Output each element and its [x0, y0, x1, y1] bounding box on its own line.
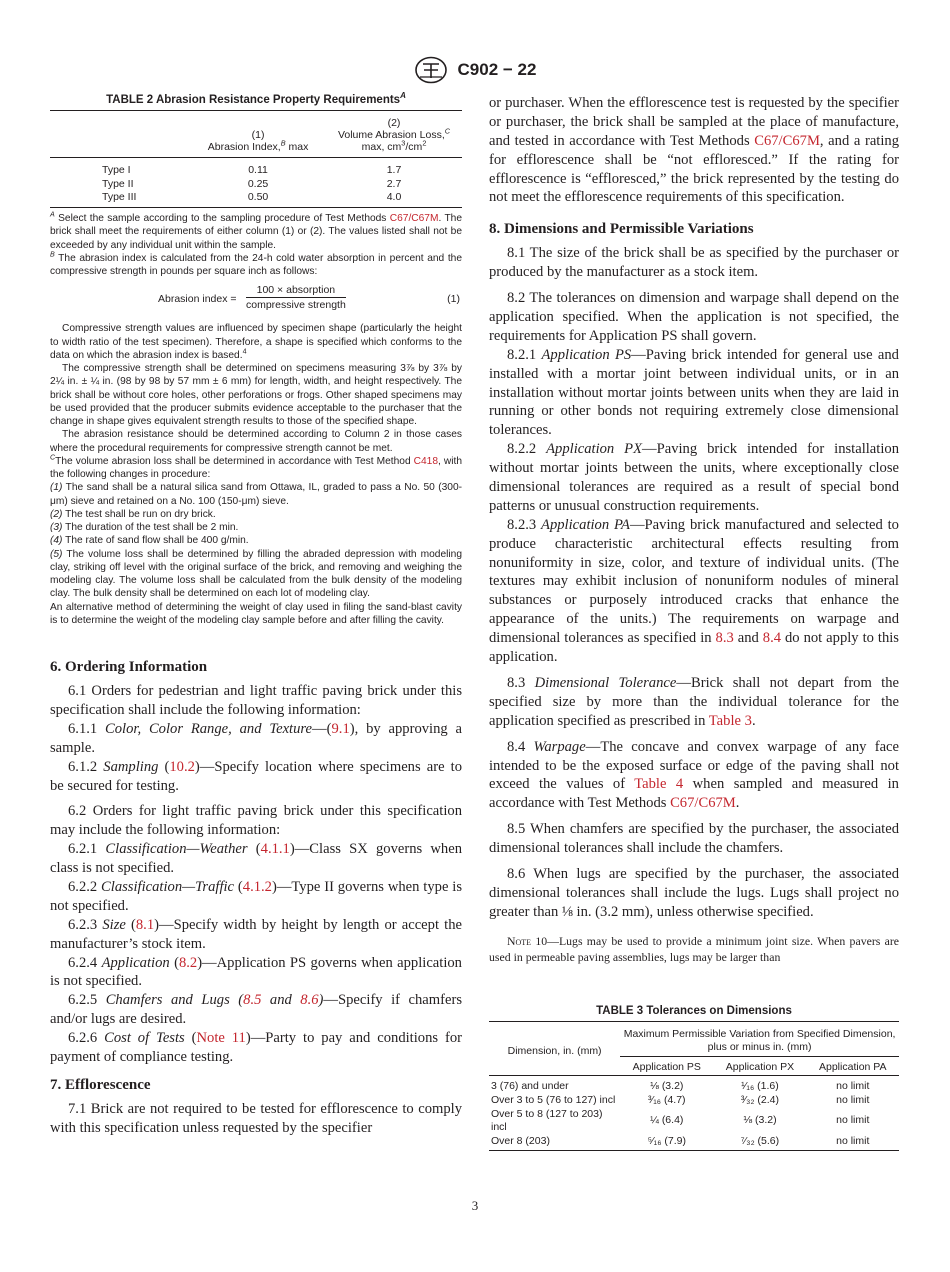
- table-row: Over 8 (203) ⁵⁄₁₆ (7.9) ⁷⁄₃₂ (5.6) no limit: [489, 1135, 899, 1151]
- link-table-3[interactable]: Table 3: [708, 712, 752, 729]
- paragraph-8-5: 8.5 When chamfers are specified by the purchaser, the associated dimensional tolerances shall include the chamfers.: [489, 821, 899, 857]
- table2-abrasion-requirements: [50, 110, 462, 208]
- list-item: (2) The test shall be run on dry brick.: [50, 508, 216, 520]
- list-item: (3) The duration of the test shall be 2 min.: [50, 522, 239, 534]
- table3-caption: TABLE 3 Tolerances on Dimensions: [596, 1005, 792, 1018]
- footnote-paragraph: Compressive strength values are influenced by specimen shape (particularly the height to width ratio of the test specimen). Therefore, a shape is specified which conforms to the data on which the abrasion index is based.$^4$: [50, 323, 462, 361]
- paragraph-8-1: 8.1 The size of the brick shall be as specified by the purchaser or produced by the manufacturer as a stock item.: [489, 245, 899, 281]
- paragraph-6-2-3: 6.2.3 Size (8.1)—Specify width by height by length or accept the manufacturer’s stock item.: [50, 916, 462, 952]
- table-row: 3 (76) and under ⅛ (3.2) ¹⁄₁₆ (1.6) no limit: [491, 1080, 870, 1093]
- footnote-paragraph: The compressive strength shall be determined on specimens measuring 3⅞ by 3⅞ by 2¼ in. ± ¼ in. (98 by 98 by 57 mm ± 6 mm) for length, width, and height respectively. The brick shall be without core holes, other perforations or frogs. Other shaped specimens may be used provided that the producer submits evidence acceptable to the purchaser that the change in shape gives equivalent strength results to those of the specified shape.: [50, 363, 462, 428]
- table-row: Over 3 to 5 (76 to 127) incl ³⁄₁₆ (4.7) ³⁄₃₂ (2.4) no limit: [491, 1093, 870, 1106]
- link-table-4[interactable]: Table 4: [634, 776, 684, 793]
- paragraph-7-1-continued: or purchaser. When the efflorescence test is requested by the specifier or purchaser, the brick shall be sampled at the place of manufacture, and tested in accordance with Test Methods C67/C67M, and a rating for efflorescence shall be “not effloresced.” If the rating for efflorescence is “effloresced,” the brick represented by the testing do not meet the efflorescence requirements of this specification.: [489, 95, 899, 206]
- equation-abrasion-index: Abrasion index = 100 × absorption compressive strength (1): [158, 284, 460, 312]
- link-4-1-1[interactable]: 4.1.1: [260, 841, 290, 858]
- section-8-heading: 8. Dimensions and Permissible Variations: [489, 221, 754, 238]
- link-c67[interactable]: C67/C67M: [754, 132, 820, 149]
- note-10: Note 10—Lugs may be used to provide a minimum joint size. When pavers are used in permeable paving assemblies, lugs may be larger than: [489, 933, 900, 964]
- paragraph-6-2-6: 6.2.6 Cost of Tests (Note 11)—Party to pay and conditions for payment of compliance testing.: [50, 1030, 462, 1066]
- page-number: 3: [471, 1198, 479, 1213]
- link-10-2[interactable]: 10.2: [169, 758, 195, 775]
- link-8-1[interactable]: 8.1: [135, 916, 155, 933]
- link-c418[interactable]: C418: [413, 455, 439, 467]
- link-8-5[interactable]: 8.5: [243, 992, 262, 1009]
- link-8-6[interactable]: 8.6: [300, 992, 319, 1009]
- table2-footnote-a: $^A$ Select the sample according to the sampling procedure of Test Methods C67/C67M. The brick shall meet the requirements of either column (1) or (2). The values listed shall not be exceeded by any individual unit within the sample.: [50, 210, 462, 251]
- paragraph-8-2-3: 8.2.3 Application PA—Paving brick manufactured and selected to produce characteristic architectural effects resulting from nonuniformity in size, color, and texture of individual units. (The textures may exhibit inclusion of nonuniform nodules of mineral substances or purposely introduced cracks that enhance the appearance of the units.) The requirements on warpage and dimensional tolerances as specified in 8.3 and 8.4 do not apply to this application.: [489, 516, 899, 666]
- link-4-1-2[interactable]: 4.1.2: [242, 879, 272, 896]
- paragraph-6-2: 6.2 Orders for light traffic paving brick under this specification may include the following information:: [50, 803, 462, 839]
- table2-col1-header: (1) Abrasion Index,$^B$ max: [190, 111, 326, 158]
- paragraph-8-6: 8.6 When lugs are specified by the purchaser, the associated dimensional tolerances shall include the lugs. Lugs shall project no greater than ⅛ in. (3.2 mm), unless otherwise specified.: [489, 865, 899, 920]
- paragraph-8-3: 8.3 Dimensional Tolerance—Brick shall not depart from the specified size by more than the individual tolerance for the application specified as prescribed in Table 3.: [489, 674, 899, 729]
- list-item: (1) The sand shall be a natural silica sand from Ottawa, IL, graded to pass a No. 50 (300-μm) sieve and retained on a No. 100 (150-μm) sieve.: [50, 482, 462, 507]
- table3-tolerances: [489, 1021, 899, 1151]
- footnote-paragraph: The abrasion resistance should be determined according to Column 2 in those cases where the procedural requirements for compressive strength cannot be met.: [50, 429, 462, 454]
- paragraph-6-2-1: 6.2.1 Classification—Weather (4.1.1)—Class SX governs when class is not specified.: [50, 841, 463, 877]
- paragraph-6-1-2: 6.1.2 Sampling (10.2)—Specify location where specimens are to be secured for testing.: [50, 758, 462, 794]
- link-note-11[interactable]: Note 11: [196, 1030, 246, 1047]
- paragraph-7-1: 7.1 Brick are not required to be tested for efflorescence to comply with this specification unless requested by the specifier: [50, 1100, 462, 1136]
- table3-dimension-header: Dimension, in. (mm): [489, 1022, 620, 1076]
- paragraph-8-2-1: 8.2.1 Application PS—Paving brick intended for general use and installed with a mortar joint between individual units, or in an installation without mortar joints between units when they are laid in running or other bonds not requiring extremely close dimensional tolerances.: [489, 346, 899, 439]
- table3-pa-header: Application PA: [807, 1056, 899, 1076]
- table2-footnote-c: $^C$The volume abrasion loss shall be determined in accordance with Test Method C418, with the following changes in procedure:: [50, 453, 463, 481]
- paragraph-6-1-1: 6.1.1 Color, Color Range, and Texture—(9.1), by approving a sample.: [50, 720, 462, 756]
- paragraph-6-2-4: 6.2.4 Application (8.2)—Application PS governs when application is not specified.: [50, 954, 462, 990]
- table-row: Over 5 to 8 (127 to 203) incl ¼ (6.4) ⅛ (3.2) no limit: [491, 1107, 870, 1134]
- list-item: (5) The volume loss shall be determined by filling the abraded depression with modeling clay, striking off level with the original surface of the brick, and removing and weighing the modeling clay. The volume loss shall be calculated from the bulk density of the modeling clay. The bulk density shall be determined on each lot of modeling clay.: [50, 548, 462, 600]
- table-row: Type III 0.50 4.0: [50, 191, 462, 207]
- table2-col2-header: (2) Volume Abrasion Loss,$^C$ max, $cm^3/cm^2$: [326, 111, 462, 158]
- paragraph-6-2-5: 6.2.5 Chamfers and Lugs (8.5 and 8.6)—Specify if chamfers and/or lugs are desired.: [50, 992, 463, 1028]
- list-item: (4) The rate of sand flow shall be 400 g/min.: [50, 535, 249, 547]
- table3-variation-header: Maximum Permissible Variation from Specified Dimension, plus or minus in. (mm): [620, 1022, 899, 1056]
- table3-px-header: Application PX: [713, 1056, 806, 1076]
- table2-footnote-b: $^B$ The abrasion index is calculated from the 24-h cold water absorption in percent and the compressive strength in pounds per square inch as follows:: [50, 250, 462, 278]
- link-8-2[interactable]: 8.2: [178, 954, 198, 971]
- paragraph-8-4: 8.4 Warpage—The concave and convex warpage of any face intended to be the exposed surface or edge of the paving shall not exceed the values of Table 4 when sampled and measured in accordance with Test Methods C67/C67M.: [489, 738, 900, 812]
- table-row: Type I 0.11 1.7: [102, 164, 402, 177]
- link-9-1[interactable]: 9.1: [331, 720, 350, 737]
- standard-designation: C902 − 22: [457, 60, 537, 79]
- table-row: Type II 0.25 2.7: [102, 177, 402, 190]
- section-6-heading: 6. Ordering Information: [50, 659, 208, 676]
- link-c67[interactable]: C67/C67M: [670, 795, 736, 812]
- astm-logo-icon: [414, 56, 448, 84]
- table3-ps-header: Application PS: [620, 1056, 713, 1076]
- paragraph-6-2-2: 6.2.2 Classification—Traffic (4.1.2)—Type II governs when type is not specified.: [50, 879, 463, 914]
- footnote-paragraph: An alternative method of determining the weight of clay used in filing the sand-blast cavity is to determine the weight of the modeling clay sample before and after filling the cavity.: [50, 601, 462, 626]
- page-header: [0, 56, 950, 84]
- link-c67[interactable]: C67/C67M: [389, 213, 439, 225]
- table2-caption: TABLE 2 Abrasion Resistance Property Requirements$^A$: [106, 91, 406, 106]
- section-7-heading: 7. Efflorescence: [50, 1076, 151, 1093]
- paragraph-8-2: 8.2 The tolerances on dimension and warpage shall depend on the application specified. When the application is not specified, the requirements for Application PS shall govern.: [489, 290, 899, 344]
- right-column: [489, 94, 899, 1151]
- left-column: [50, 91, 463, 1138]
- paragraph-8-2-2: 8.2.2 Application PX—Paving brick intended for installation without mortar joints between the units, where exceptionally close dimensional tolerances are required as a result of special bond patterns or unusual construction requirements.: [489, 441, 899, 514]
- link-8-3[interactable]: 8.3: [715, 630, 734, 647]
- link-8-4[interactable]: 8.4: [762, 630, 782, 647]
- paragraph-6-1: 6.1 Orders for pedestrian and light traffic paving brick under this specification shall include the following information:: [50, 683, 462, 718]
